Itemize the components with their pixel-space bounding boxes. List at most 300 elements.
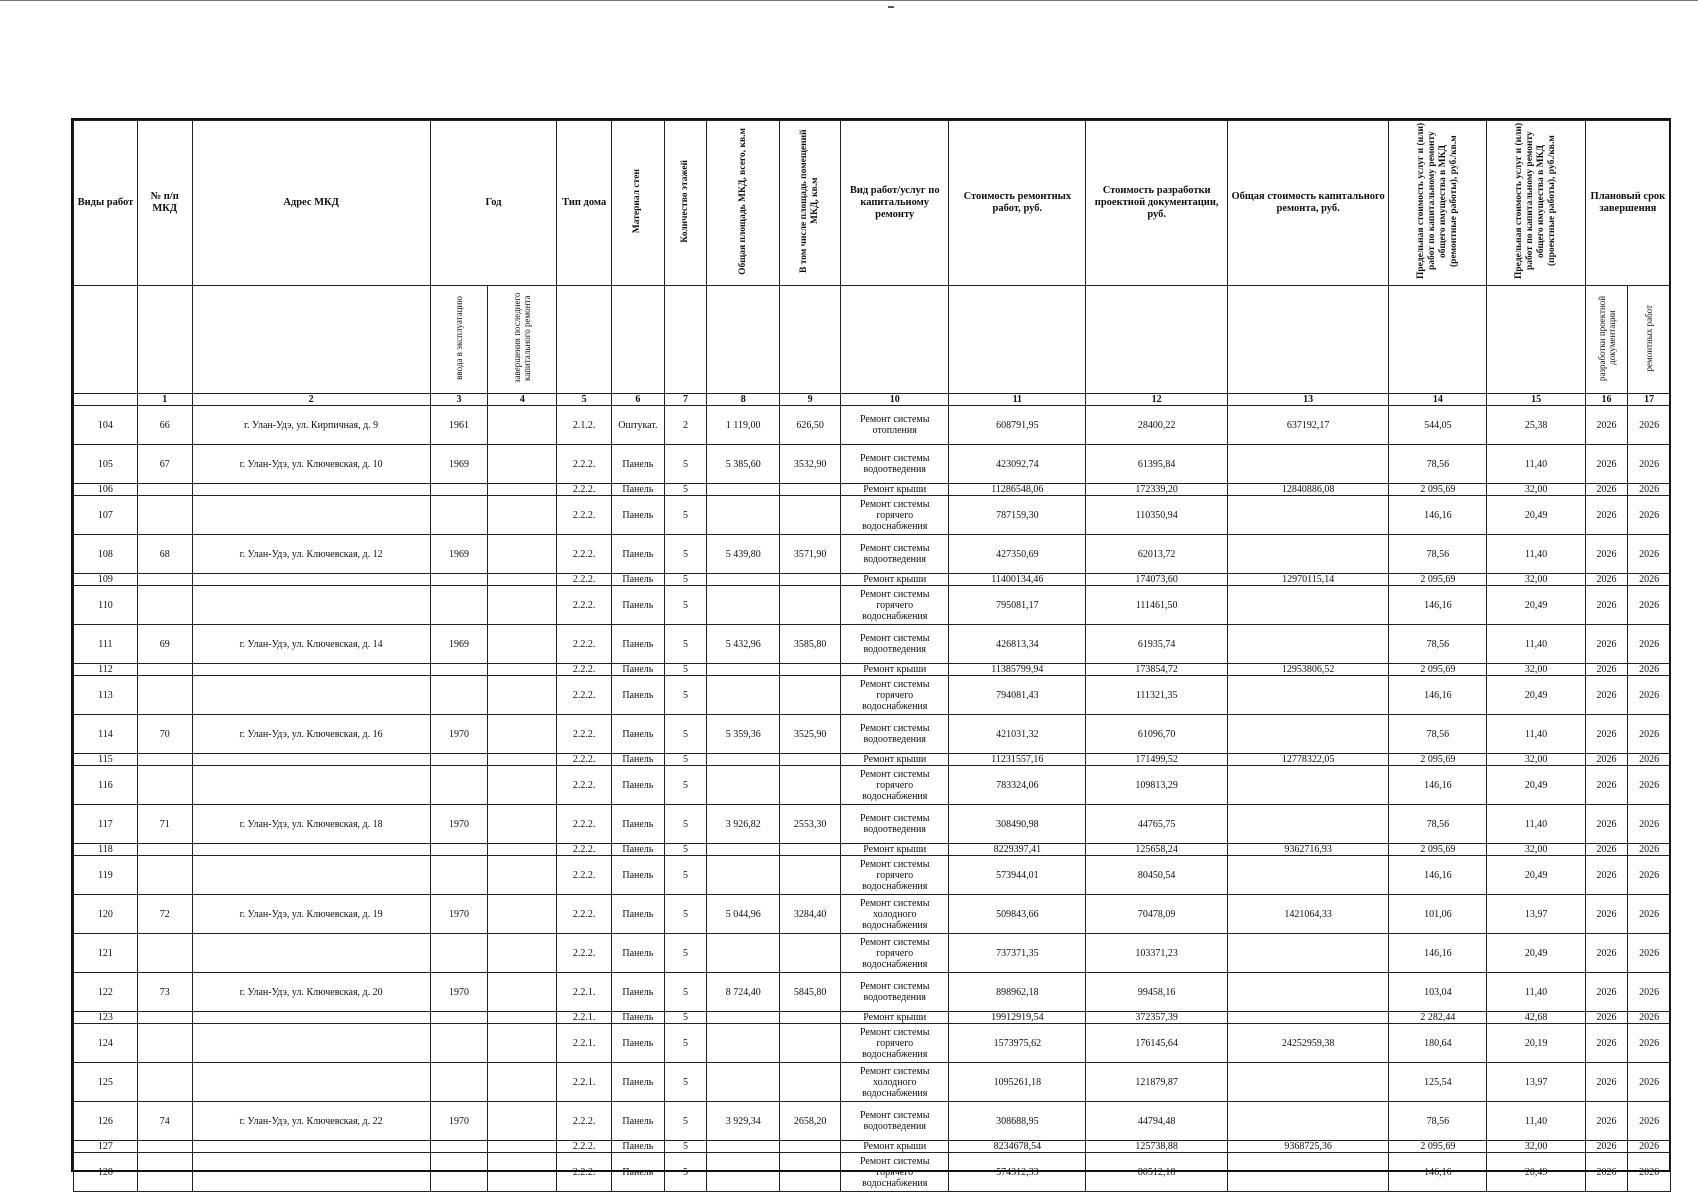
cell-deadline-design: 2026 [1585,484,1628,496]
cell-limit-design: 11,40 [1487,535,1585,574]
cell-area-premises [780,844,841,856]
cell-deadline-design: 2026 [1585,766,1628,805]
cell-work-type: Ремонт системы водоотведения [841,625,949,664]
cell-mkd-number: 74 [137,1102,192,1141]
col-number [74,394,138,406]
table-row [74,934,1671,973]
table-row [74,484,1671,496]
cell-address [192,766,430,805]
cell-work-type: Ремонт системы водоотведения [841,1102,949,1141]
header-mkd-number: № п/п МКД [137,121,192,286]
cell-row-number: 115 [74,754,138,766]
cell-limit-repair: 78,56 [1389,535,1487,574]
cell-house-type: 2.2.1. [557,973,612,1012]
cell-work-type: Ремонт системы отопления [841,406,949,445]
cell-deadline-repair: 2026 [1628,1024,1671,1063]
cell-year-last-repair [488,805,557,844]
cell-deadline-repair: 2026 [1628,1012,1671,1024]
cell-row-number: 108 [74,535,138,574]
cell-mkd-number [137,664,192,676]
cell-area-total [707,496,780,535]
cell-total-cost: 1421064,33 [1228,895,1389,934]
cell-row-number: 105 [74,445,138,484]
cell-design-cost: 28400,22 [1086,406,1228,445]
cell-floors: 5 [664,535,707,574]
cell-year-last-repair [488,574,557,586]
header-limit-repair: Предельная стоимость услуг и (или) работ по капитальному ремонту общего имущества в МКД (ремонтные работы), руб./кв.м [1415,122,1459,280]
cell-total-cost: 24252959,38 [1228,1024,1389,1063]
cell-floors: 5 [664,676,707,715]
header-wall-material: Материал стен [632,168,643,234]
cell-work-type: Ремонт крыши [841,754,949,766]
cell-year-last-repair [488,1024,557,1063]
cell-design-cost: 80450,54 [1086,856,1228,895]
cell-year-last-repair [488,664,557,676]
cell-row-number: 106 [74,484,138,496]
cell-area-premises: 2658,20 [780,1102,841,1141]
cell-work-type: Ремонт системы холодного водоснабжения [841,895,949,934]
cell-year-commission [430,1141,488,1153]
cell-limit-repair: 78,56 [1389,715,1487,754]
cell-total-cost [1228,586,1389,625]
cell-repair-cost: 11231557,16 [949,754,1086,766]
cell-floors: 5 [664,574,707,586]
cell-limit-design: 32,00 [1487,844,1585,856]
cell-mkd-number: 69 [137,625,192,664]
cell-house-type: 2.2.2. [557,676,612,715]
cell-design-cost: 372357,39 [1086,1012,1228,1024]
col-number: 15 [1487,394,1585,406]
cell-deadline-design: 2026 [1585,1153,1628,1192]
cell-area-premises [780,766,841,805]
cell-deadline-design: 2026 [1585,1024,1628,1063]
col-number: 16 [1585,394,1628,406]
cell-design-cost: 80512,18 [1086,1153,1228,1192]
column-number-row [74,394,1671,406]
cell-year-last-repair [488,676,557,715]
header-work-type: Вид работ/услуг по капитальному ремонту [841,121,949,286]
cell-deadline-repair: 2026 [1628,586,1671,625]
cell-area-premises: 3525,90 [780,715,841,754]
col-number: 4 [488,394,557,406]
cell-area-premises [780,664,841,676]
cell-total-cost [1228,856,1389,895]
cell-limit-design: 11,40 [1487,445,1585,484]
cell-year-last-repair [488,445,557,484]
cell-address: г. Улан-Удэ, ул. Ключевская, д. 10 [192,445,430,484]
cell-deadline-repair: 2026 [1628,676,1671,715]
cell-limit-repair: 146,16 [1389,1153,1487,1192]
cell-house-type: 2.2.2. [557,535,612,574]
cell-row-number: 116 [74,766,138,805]
cell-row-number: 126 [74,1102,138,1141]
cell-design-cost: 111461,50 [1086,586,1228,625]
cell-limit-repair: 146,16 [1389,856,1487,895]
cell-design-cost: 171499,52 [1086,754,1228,766]
cell-work-type: Ремонт системы водоотведения [841,805,949,844]
cell-house-type: 2.2.2. [557,856,612,895]
cell-wall-material: Панель [612,625,665,664]
cell-floors: 5 [664,1153,707,1192]
cell-year-commission: 1969 [430,535,488,574]
cell-limit-repair: 2 095,69 [1389,1141,1487,1153]
cell-deadline-repair: 2026 [1628,664,1671,676]
cell-area-premises [780,496,841,535]
col-number: 10 [841,394,949,406]
cell-row-number: 128 [74,1153,138,1192]
cell-deadline-design: 2026 [1585,496,1628,535]
cell-design-cost: 174073,60 [1086,574,1228,586]
cell-wall-material: Панель [612,1012,665,1024]
table-row [74,1024,1671,1063]
cell-design-cost: 111321,35 [1086,676,1228,715]
cell-row-number: 124 [74,1024,138,1063]
cell-area-premises [780,856,841,895]
cell-limit-repair: 2 095,69 [1389,754,1487,766]
repair-schedule-table [71,118,1671,1189]
cell-row-number: 119 [74,856,138,895]
cell-total-cost: 12778322,05 [1228,754,1389,766]
cell-repair-cost: 1573975,62 [949,1024,1086,1063]
subheader-year-last-repair: завершения последнего капитального ремонта [512,292,533,384]
col-number: 17 [1628,394,1671,406]
cell-repair-cost: 509843,66 [949,895,1086,934]
cell-design-cost: 70478,09 [1086,895,1228,934]
cell-repair-cost: 308688,95 [949,1102,1086,1141]
cell-limit-repair: 103,04 [1389,973,1487,1012]
cell-area-total: 5 385,60 [707,445,780,484]
header-work-types: Виды работ [74,121,138,286]
cell-work-type: Ремонт крыши [841,1012,949,1024]
cell-wall-material: Панель [612,1063,665,1102]
cell-row-number: 120 [74,895,138,934]
cell-address: г. Улан-Удэ, ул. Ключевская, д. 14 [192,625,430,664]
cell-floors: 5 [664,1141,707,1153]
cell-row-number: 117 [74,805,138,844]
cell-mkd-number [137,844,192,856]
cell-area-premises [780,1141,841,1153]
cell-repair-cost: 426813,34 [949,625,1086,664]
cell-house-type: 2.2.1. [557,1063,612,1102]
cell-wall-material: Панель [612,754,665,766]
cell-mkd-number: 67 [137,445,192,484]
cell-area-premises [780,676,841,715]
table-row [74,766,1671,805]
cell-address [192,676,430,715]
cell-area-premises: 3532,90 [780,445,841,484]
cell-wall-material: Панель [612,895,665,934]
cell-limit-repair: 78,56 [1389,805,1487,844]
cell-design-cost: 172339,20 [1086,484,1228,496]
cell-area-total [707,664,780,676]
cell-mkd-number [137,754,192,766]
cell-limit-repair: 146,16 [1389,586,1487,625]
cell-address: г. Улан-Удэ, ул. Ключевская, д. 22 [192,1102,430,1141]
cell-limit-repair: 2 095,69 [1389,664,1487,676]
table-row [74,1102,1671,1141]
cell-deadline-design: 2026 [1585,1102,1628,1141]
cell-design-cost: 61096,70 [1086,715,1228,754]
table-row [74,625,1671,664]
cell-deadline-repair: 2026 [1628,496,1671,535]
cell-mkd-number [137,676,192,715]
cell-wall-material: Панель [612,934,665,973]
header-floors: Количество этажей [679,159,690,243]
cell-row-number: 123 [74,1012,138,1024]
cell-deadline-repair: 2026 [1628,1063,1671,1102]
cell-wall-material: Панель [612,805,665,844]
cell-mkd-number [137,1024,192,1063]
table-row [74,445,1671,484]
cell-repair-cost: 787159,30 [949,496,1086,535]
cell-address: г. Улан-Удэ, ул. Кирпичная, д. 9 [192,406,430,445]
cell-deadline-design: 2026 [1585,1012,1628,1024]
cell-floors: 5 [664,1063,707,1102]
cell-deadline-design: 2026 [1585,535,1628,574]
cell-deadline-repair: 2026 [1628,934,1671,973]
cell-limit-repair: 146,16 [1389,676,1487,715]
cell-deadline-repair: 2026 [1628,484,1671,496]
cell-design-cost: 109813,29 [1086,766,1228,805]
cell-total-cost [1228,973,1389,1012]
header-design-cost: Стоимость разработки проектной документации, руб. [1086,121,1228,286]
cell-design-cost: 99458,16 [1086,973,1228,1012]
cell-area-premises [780,1012,841,1024]
cell-area-total: 3 926,82 [707,805,780,844]
table-row [74,715,1671,754]
cell-year-commission [430,484,488,496]
cell-limit-repair: 146,16 [1389,496,1487,535]
cell-work-type: Ремонт крыши [841,1141,949,1153]
header-deadline: Плановый срок завершения [1585,121,1670,286]
cell-year-last-repair [488,1153,557,1192]
cell-floors: 5 [664,856,707,895]
cell-total-cost [1228,715,1389,754]
cell-repair-cost: 737371,35 [949,934,1086,973]
cell-mkd-number [137,856,192,895]
cell-design-cost: 62013,72 [1086,535,1228,574]
cell-deadline-repair: 2026 [1628,574,1671,586]
cell-limit-design: 25,38 [1487,406,1585,445]
cell-repair-cost: 608791,95 [949,406,1086,445]
col-number: 7 [664,394,707,406]
cell-area-total: 1 119,00 [707,406,780,445]
cell-repair-cost: 11385799,94 [949,664,1086,676]
cell-floors: 5 [664,496,707,535]
cell-floors: 5 [664,1102,707,1141]
cell-total-cost [1228,496,1389,535]
cell-deadline-repair: 2026 [1628,805,1671,844]
cell-limit-design: 42,68 [1487,1012,1585,1024]
cell-deadline-design: 2026 [1585,934,1628,973]
cell-wall-material: Панель [612,1102,665,1141]
cell-floors: 5 [664,895,707,934]
cell-deadline-design: 2026 [1585,1063,1628,1102]
cell-limit-repair: 125,54 [1389,1063,1487,1102]
cell-area-premises [780,1063,841,1102]
cell-year-last-repair [488,844,557,856]
table-row [74,754,1671,766]
subheader-deadline-repair: ремонтных работ [1644,304,1655,372]
cell-deadline-design: 2026 [1585,973,1628,1012]
cell-wall-material: Панель [612,766,665,805]
cell-area-premises [780,1153,841,1192]
cell-floors: 5 [664,934,707,973]
cell-row-number: 109 [74,574,138,586]
cell-address [192,856,430,895]
cell-address: г. Улан-Удэ, ул. Ключевская, д. 20 [192,973,430,1012]
cell-floors: 5 [664,1012,707,1024]
cell-deadline-repair: 2026 [1628,895,1671,934]
cell-floors: 5 [664,805,707,844]
cell-address [192,664,430,676]
cell-year-commission: 1961 [430,406,488,445]
cell-year-commission: 1970 [430,805,488,844]
cell-work-type: Ремонт системы горячего водоснабжения [841,586,949,625]
cell-total-cost: 12970115,14 [1228,574,1389,586]
cell-area-total [707,934,780,973]
cell-mkd-number: 68 [137,535,192,574]
table-row [74,844,1671,856]
cell-deadline-design: 2026 [1585,676,1628,715]
cell-design-cost: 103371,23 [1086,934,1228,973]
cell-work-type: Ремонт системы горячего водоснабжения [841,934,949,973]
cell-mkd-number: 73 [137,973,192,1012]
cell-limit-repair: 2 095,69 [1389,844,1487,856]
cell-total-cost [1228,1102,1389,1141]
subheader-deadline-design: разработки проектной документации [1596,295,1617,381]
cell-limit-design: 11,40 [1487,805,1585,844]
cell-total-cost [1228,676,1389,715]
cell-mkd-number [137,574,192,586]
cell-house-type: 2.2.2. [557,625,612,664]
cell-house-type: 2.2.2. [557,895,612,934]
cell-work-type: Ремонт крыши [841,484,949,496]
cell-limit-design: 32,00 [1487,1141,1585,1153]
cell-house-type: 2.2.2. [557,484,612,496]
cell-area-total [707,1153,780,1192]
cell-house-type: 2.2.2. [557,1153,612,1192]
cell-year-last-repair [488,496,557,535]
cell-house-type: 2.2.2. [557,664,612,676]
cell-row-number: 104 [74,406,138,445]
cell-area-premises: 626,50 [780,406,841,445]
cell-repair-cost: 19912919,54 [949,1012,1086,1024]
cell-work-type: Ремонт системы горячего водоснабжения [841,856,949,895]
col-number: 2 [192,394,430,406]
cell-area-total [707,1024,780,1063]
cell-limit-repair: 146,16 [1389,934,1487,973]
cell-total-cost [1228,1012,1389,1024]
cell-mkd-number: 70 [137,715,192,754]
cell-limit-design: 20,49 [1487,496,1585,535]
cell-year-last-repair [488,1102,557,1141]
cell-mkd-number [137,1012,192,1024]
cell-repair-cost: 795081,17 [949,586,1086,625]
cell-work-type: Ремонт системы горячего водоснабжения [841,1024,949,1063]
cell-deadline-design: 2026 [1585,754,1628,766]
cell-house-type: 2.2.2. [557,766,612,805]
cell-design-cost: 173854,72 [1086,664,1228,676]
cell-year-last-repair [488,715,557,754]
cell-limit-design: 32,00 [1487,754,1585,766]
cell-limit-design: 11,40 [1487,715,1585,754]
cell-mkd-number [137,484,192,496]
cell-area-premises: 3284,40 [780,895,841,934]
subheader-year-commission: ввода в эксплуатацию [454,296,465,380]
cell-deadline-repair: 2026 [1628,856,1671,895]
cell-deadline-design: 2026 [1585,574,1628,586]
cell-floors: 5 [664,1024,707,1063]
cell-design-cost: 61395,84 [1086,445,1228,484]
cell-row-number: 112 [74,664,138,676]
cell-work-type: Ремонт системы водоотведения [841,535,949,574]
cell-floors: 5 [664,715,707,754]
cell-year-last-repair [488,406,557,445]
cell-wall-material: Панель [612,973,665,1012]
cell-area-total [707,586,780,625]
col-number: 13 [1228,394,1389,406]
cell-area-total: 5 044,96 [707,895,780,934]
cell-year-commission: 1970 [430,895,488,934]
cell-floors: 5 [664,766,707,805]
cell-design-cost: 44765,75 [1086,805,1228,844]
cell-house-type: 2.2.2. [557,1141,612,1153]
cell-area-total: 3 929,34 [707,1102,780,1141]
cell-mkd-number: 71 [137,805,192,844]
cell-limit-design: 32,00 [1487,484,1585,496]
cell-year-commission [430,934,488,973]
cell-row-number: 110 [74,586,138,625]
cell-year-commission [430,676,488,715]
cell-total-cost: 637192,17 [1228,406,1389,445]
cell-wall-material: Панель [612,856,665,895]
cell-total-cost [1228,766,1389,805]
cell-row-number: 114 [74,715,138,754]
cell-area-premises: 5845,80 [780,973,841,1012]
cell-total-cost [1228,445,1389,484]
cell-year-commission: 1970 [430,1102,488,1141]
cell-deadline-design: 2026 [1585,625,1628,664]
cell-house-type: 2.2.2. [557,445,612,484]
cell-year-last-repair [488,625,557,664]
cell-year-commission [430,766,488,805]
cell-limit-repair: 2 095,69 [1389,574,1487,586]
cell-year-commission: 1970 [430,973,488,1012]
cell-repair-cost: 11286548,06 [949,484,1086,496]
cell-deadline-repair: 2026 [1628,1141,1671,1153]
table-row [74,1012,1671,1024]
cell-mkd-number [137,496,192,535]
cell-limit-design: 11,40 [1487,1102,1585,1141]
scan-edge-marks [0,0,1698,4]
cell-year-commission [430,856,488,895]
cell-address [192,496,430,535]
cell-house-type: 2.2.2. [557,1102,612,1141]
cell-floors: 5 [664,625,707,664]
cell-house-type: 2.2.1. [557,1012,612,1024]
cell-repair-cost: 574312,33 [949,1153,1086,1192]
cell-year-last-repair [488,856,557,895]
cell-work-type: Ремонт системы холодного водоснабжения [841,1063,949,1102]
cell-limit-design: 20,49 [1487,1153,1585,1192]
cell-area-total: 5 432,96 [707,625,780,664]
cell-total-cost [1228,1153,1389,1192]
cell-total-cost: 12953806,52 [1228,664,1389,676]
cell-work-type: Ремонт системы водоотведения [841,445,949,484]
cell-address [192,844,430,856]
cell-wall-material: Панель [612,664,665,676]
